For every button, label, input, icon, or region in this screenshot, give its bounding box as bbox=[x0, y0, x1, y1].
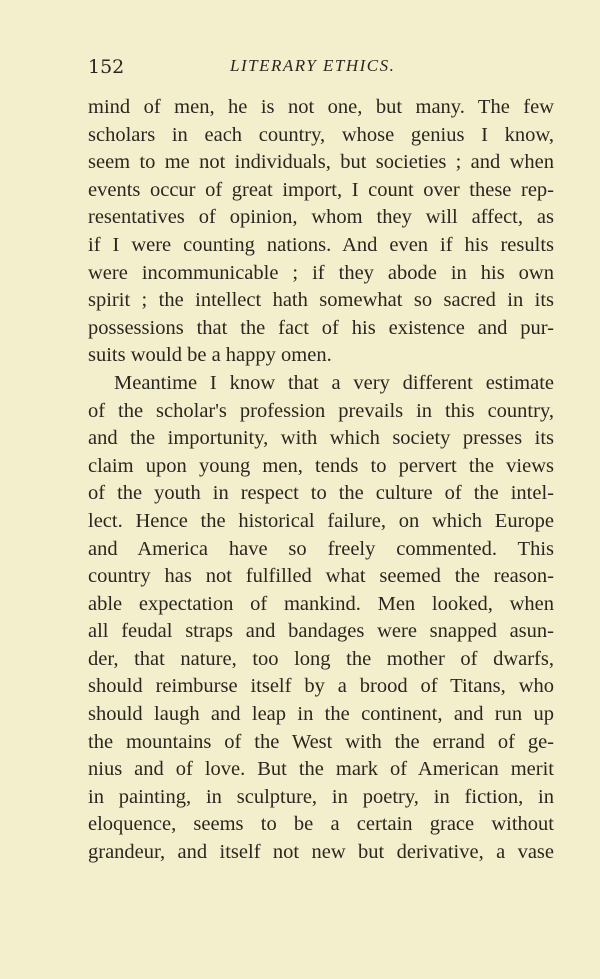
text-line: possessions that the fact of his existence and pur- bbox=[88, 316, 554, 339]
text-line: lect. Hence the historical failure, on which Europe bbox=[88, 509, 554, 532]
text-line: der, that nature, too long the mother of dwarfs, bbox=[88, 647, 554, 670]
running-title: LITERARY ETHICS. bbox=[230, 56, 396, 75]
text-line: should reimburse itself by a brood of Titans, who bbox=[88, 675, 554, 698]
text-line: scholars in each country, whose genius I know, bbox=[88, 123, 554, 146]
paragraph bbox=[88, 370, 554, 867]
text-line: of the scholar's profession prevails in this country, bbox=[88, 399, 554, 422]
text-line: and the importunity, with which society presses its bbox=[88, 427, 554, 450]
text-line: Meantime I know that a very different estimate bbox=[114, 371, 554, 394]
text-line: claim upon young men, tends to pervert the views bbox=[88, 454, 554, 477]
text-line: if I were counting nations. And even if his results bbox=[88, 233, 554, 256]
text-line: resentatives of opinion, whom they will affect, as bbox=[88, 206, 554, 229]
text-line: spirit ; the intellect hath somewhat so sacred in its bbox=[88, 289, 554, 312]
text-line: were incommunicable ; if they abode in his own bbox=[88, 261, 554, 284]
text-line: of the youth in respect to the culture of the intel- bbox=[88, 482, 554, 505]
text-line: nius and of love. But the mark of American merit bbox=[88, 758, 554, 781]
text-line: country has not fulfilled what seemed the reason- bbox=[88, 565, 554, 588]
text-line: and America have so freely commented. This bbox=[88, 537, 554, 560]
text-line: in painting, in sculpture, in poetry, in fiction, in bbox=[88, 785, 554, 808]
paragraph bbox=[88, 94, 554, 370]
text-line: the mountains of the West with the errand of ge- bbox=[88, 730, 554, 753]
text-line: should laugh and leap in the continent, and run up bbox=[88, 703, 554, 726]
running-header bbox=[88, 56, 554, 82]
text-line: seem to me not individuals, but societies ; and when bbox=[88, 151, 554, 174]
text-line: able expectation of mankind. Men looked, when bbox=[88, 592, 554, 615]
text-line: all feudal straps and bandages were snapped asun- bbox=[88, 620, 554, 643]
text-line: mind of men, he is not one, but many. The few bbox=[88, 96, 554, 118]
text-line: suits would be a happy omen. bbox=[88, 344, 332, 367]
text-line: grandeur, and itself not new but derivative, a vase bbox=[88, 841, 554, 864]
page-number: 152 bbox=[88, 56, 125, 78]
text-line: eloquence, seems to be a certain grace without bbox=[88, 813, 554, 836]
text-line: events occur of great import, I count over these rep- bbox=[88, 178, 554, 201]
page-body bbox=[88, 94, 554, 867]
